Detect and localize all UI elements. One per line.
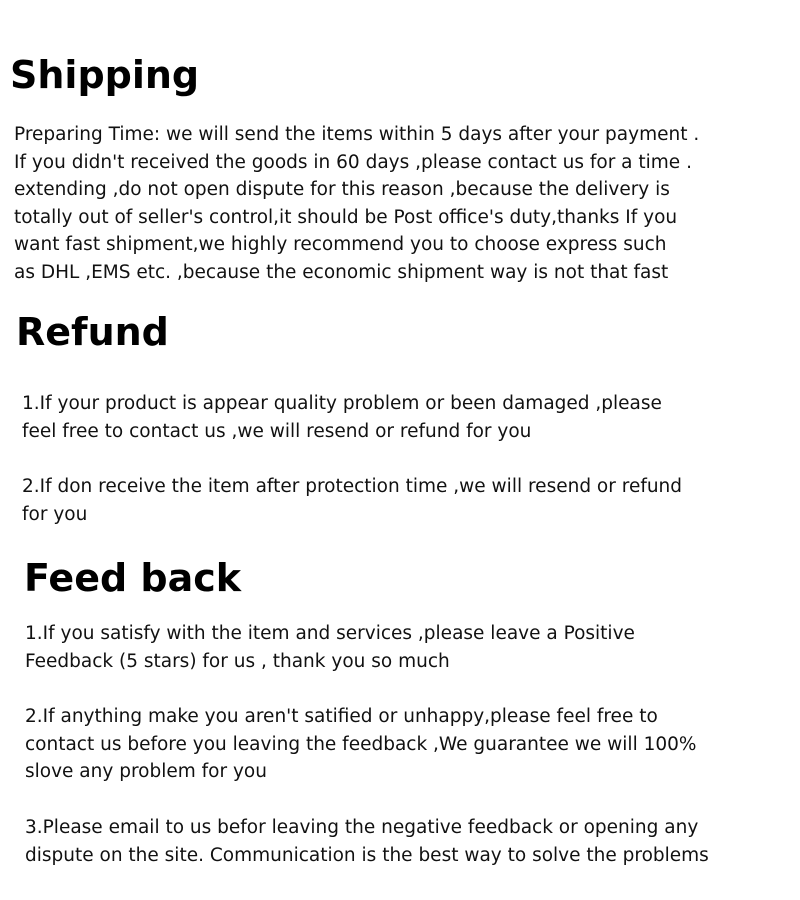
feedback-line: 2.If anything make you aren't satified or unhappy,please feel free to: [25, 706, 658, 727]
refund-heading: Refund: [16, 310, 169, 354]
feedback-line: slove any problem for you: [25, 761, 267, 783]
feedback-heading: Feed back: [24, 556, 242, 600]
feedback-item-2: [25, 703, 696, 786]
feedback-line: dispute on the site. Communication is the best way to solve the problems: [25, 844, 709, 866]
feedback-line: 1.If you satisfy with the item and services ,please leave a Positive: [25, 623, 635, 644]
shipping-line: as DHL ,EMS etc. ,because the economic shipment way is not that fast: [14, 261, 669, 283]
refund-line: 2.If don receive the item after protection time ,we will resend or refund: [22, 476, 683, 497]
shipping-line: Preparing Time: we will send the items within 5 days after your payment .: [14, 124, 700, 145]
shipping-line: want fast shipment,we highly recommend you to choose express such: [14, 234, 667, 256]
refund-item-2: [22, 473, 682, 528]
shipping-paragraph: [14, 121, 699, 287]
refund-line: feel free to contact us ,we will resend or refund for you: [22, 420, 532, 442]
feedback-line: Feedback (5 stars) for us , thank you so much: [25, 650, 450, 672]
feedback-line: 3.Please email to us befor leaving the negative feedback or opening any: [25, 817, 699, 838]
refund-item-1: [22, 390, 662, 445]
refund-line: for you: [22, 503, 88, 525]
feedback-item-3: [25, 814, 709, 869]
feedback-item-1: [25, 620, 635, 675]
shipping-line: totally out of seller's control,it should be Post office's duty,thanks If you: [14, 206, 678, 228]
feedback-line: contact us before you leaving the feedback ,We guarantee we will 100%: [25, 733, 697, 755]
shipping-line: If you didn't received the goods in 60 days ,please contact us for a time .: [14, 151, 692, 173]
shipping-line: extending ,do not open dispute for this reason ,because the delivery is: [14, 179, 670, 201]
refund-line: 1.If your product is appear quality problem or been damaged ,please: [22, 393, 662, 414]
shipping-heading: Shipping: [10, 53, 200, 97]
